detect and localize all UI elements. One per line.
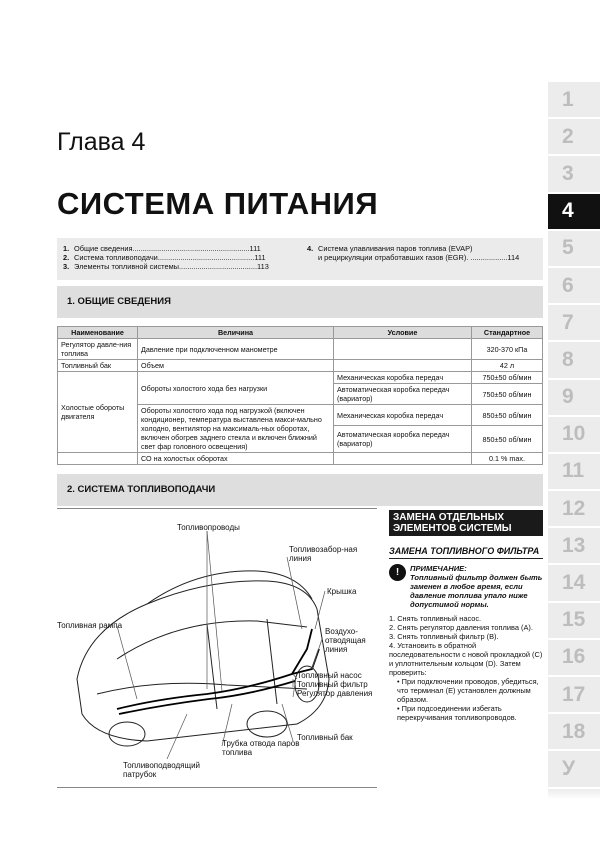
section-heading-general: 1. ОБЩИЕ СВЕДЕНИЯ	[57, 286, 543, 318]
cell: 750±50 об/мин	[472, 384, 543, 405]
toc-item[interactable]: 4. Система улавливания паров топлива (EVAP)	[307, 244, 473, 253]
chapter-tab-15[interactable]: 15	[548, 603, 600, 640]
cell	[334, 453, 472, 465]
chapter-tab-5[interactable]: 5	[548, 231, 600, 268]
label-vent-line: Воздухо-отводящая линия	[325, 627, 366, 654]
section-heading-fuel-supply: 2. СИСТЕМА ТОПЛИВОПОДАЧИ	[57, 474, 543, 506]
cell: Обороты холостого хода без нагрузки	[138, 372, 334, 405]
cell: Топливный бак	[58, 360, 138, 372]
cell: Механическая коробка передач	[334, 405, 472, 426]
table-of-contents	[57, 238, 543, 280]
cell: 750±50 об/мин	[472, 372, 543, 384]
chapter-tab-3[interactable]: 3	[548, 156, 600, 193]
cell: 42 л	[472, 360, 543, 372]
page-title: СИСТЕМА ПИТАНИЯ	[57, 186, 379, 221]
col-header-name: Наименование	[58, 327, 138, 339]
cell	[58, 453, 138, 465]
label-fuel-pump: Топливный насос	[297, 671, 362, 680]
label-fuel-tank: Топливный бак	[297, 733, 353, 742]
col-header-standard: Стандартное	[472, 327, 543, 339]
label-cap: Крышка	[327, 587, 357, 596]
label-fuel-rail: Топливная рампа	[57, 621, 123, 630]
chapter-tab-10[interactable]: 10	[548, 417, 600, 454]
label-vapor-tube: Трубка отвода паров топлива	[222, 739, 300, 757]
cell: Автоматическая коробка передач (вариатор)	[334, 426, 472, 453]
spec-table	[57, 326, 543, 465]
toc-item[interactable]: и рециркуляции отработавших газов (EGR). ..................114	[318, 253, 520, 262]
chapter-tab-2[interactable]: 2	[548, 119, 600, 156]
cell: Автоматическая коробка передач (вариатор)	[334, 384, 472, 405]
step: • При подсоединении избегать перекручивания топливопроводов.	[397, 704, 517, 722]
chapter-tab-16[interactable]: 16	[548, 640, 600, 677]
chapter-tab-1[interactable]: 1	[548, 82, 600, 119]
col-header-value: Величина	[138, 327, 334, 339]
chapter-tab-6[interactable]: 6	[548, 268, 600, 305]
cell: 320-370 кПа	[472, 339, 543, 360]
chapter-tab-12[interactable]: 12	[548, 491, 600, 528]
label-inlet-pipe: Топливоподводящий патрубок	[123, 761, 201, 779]
cell	[334, 360, 472, 372]
note-icon: !	[389, 564, 406, 581]
label-fuel-lines: Топливопроводы	[177, 523, 240, 532]
step: 4. Установить в обратной последовательности с новой прокладкой (С) и уплотнительным кольцом (D). Затем проверить:	[389, 641, 543, 677]
chapter-tab-9[interactable]: 9	[548, 380, 600, 417]
chapter-tab-19[interactable]: У	[548, 751, 600, 788]
step: 1. Снять топливный насос.	[389, 614, 482, 623]
cell: Механическая коробка передач	[334, 372, 472, 384]
cell: Регулятор давле-ния топлива	[58, 339, 138, 360]
cell: 0.1 % max.	[472, 453, 543, 465]
chapter-tab-7[interactable]: 7	[548, 305, 600, 342]
chapter-tab-18[interactable]: 18	[548, 714, 600, 751]
cell: Обороты холостого хода под нагрузкой (включен кондиционер, температура выставлена макси-мально холодно, вентилятор на максималь-ных оборотах, включен обогрев заднего стекла и включен ближний свет фар головного освещения)	[138, 405, 334, 453]
chapter-tab-4[interactable]: 4	[548, 194, 600, 231]
cell: Холостые обороты двигателя	[58, 372, 138, 453]
note-box	[389, 564, 543, 609]
procedure-steps	[389, 614, 543, 722]
replacement-section	[389, 510, 543, 722]
chapter-tab-11[interactable]: 11	[548, 454, 600, 491]
chapter-number: Глава 4	[57, 128, 146, 156]
note-title: ПРИМЕЧАНИЕ:	[410, 564, 467, 573]
col-header-condition: Условие	[334, 327, 472, 339]
note-text: Топливный фильтр должен быть заменен в любое время, если давление топлива упало ниже допустимой нормы.	[410, 573, 543, 609]
label-intake-line: Топливозабор-ная линия	[289, 545, 358, 563]
fuel-system-diagram	[57, 508, 377, 788]
label-pressure-regulator: Регулятор давления	[297, 689, 373, 698]
cell	[334, 339, 472, 360]
toc-item[interactable]: 2. Система топливоподачи...............................................111	[63, 253, 266, 262]
label-fuel-filter: Топливный фильтр	[297, 680, 368, 689]
chapter-tab-8[interactable]: 8	[548, 342, 600, 379]
cell: СО на холостых оборотах	[138, 453, 334, 465]
chapter-tab-17[interactable]: 17	[548, 677, 600, 714]
toc-item[interactable]: 1. Общие сведения.........................................................111	[63, 244, 261, 253]
chapter-tab-13[interactable]: 13	[548, 528, 600, 565]
step: • При подключении проводов, убедиться, что терминал (Е) установлен должным образом.	[397, 677, 539, 704]
cell: 850±50 об/мин	[472, 405, 543, 426]
step: 2. Снять регулятор давления топлива (А).	[389, 623, 533, 632]
toc-item[interactable]: 3. Элементы топливной системы......................................113	[63, 262, 269, 271]
chapter-tabs	[548, 82, 600, 799]
subsection-title: ЗАМЕНА ТОПЛИВНОГО ФИЛЬТРА	[389, 546, 543, 559]
step: 3. Снять топливный фильтр (В).	[389, 632, 499, 641]
section-header: ЗАМЕНА ОТДЕЛЬНЫХ ЭЛЕМЕНТОВ СИСТЕМЫ	[389, 510, 543, 536]
cell: Давление при подключенном манометре	[138, 339, 334, 360]
cell: 850±50 об/мин	[472, 426, 543, 453]
cell: Объем	[138, 360, 334, 372]
chapter-tab-14[interactable]: 14	[548, 565, 600, 602]
